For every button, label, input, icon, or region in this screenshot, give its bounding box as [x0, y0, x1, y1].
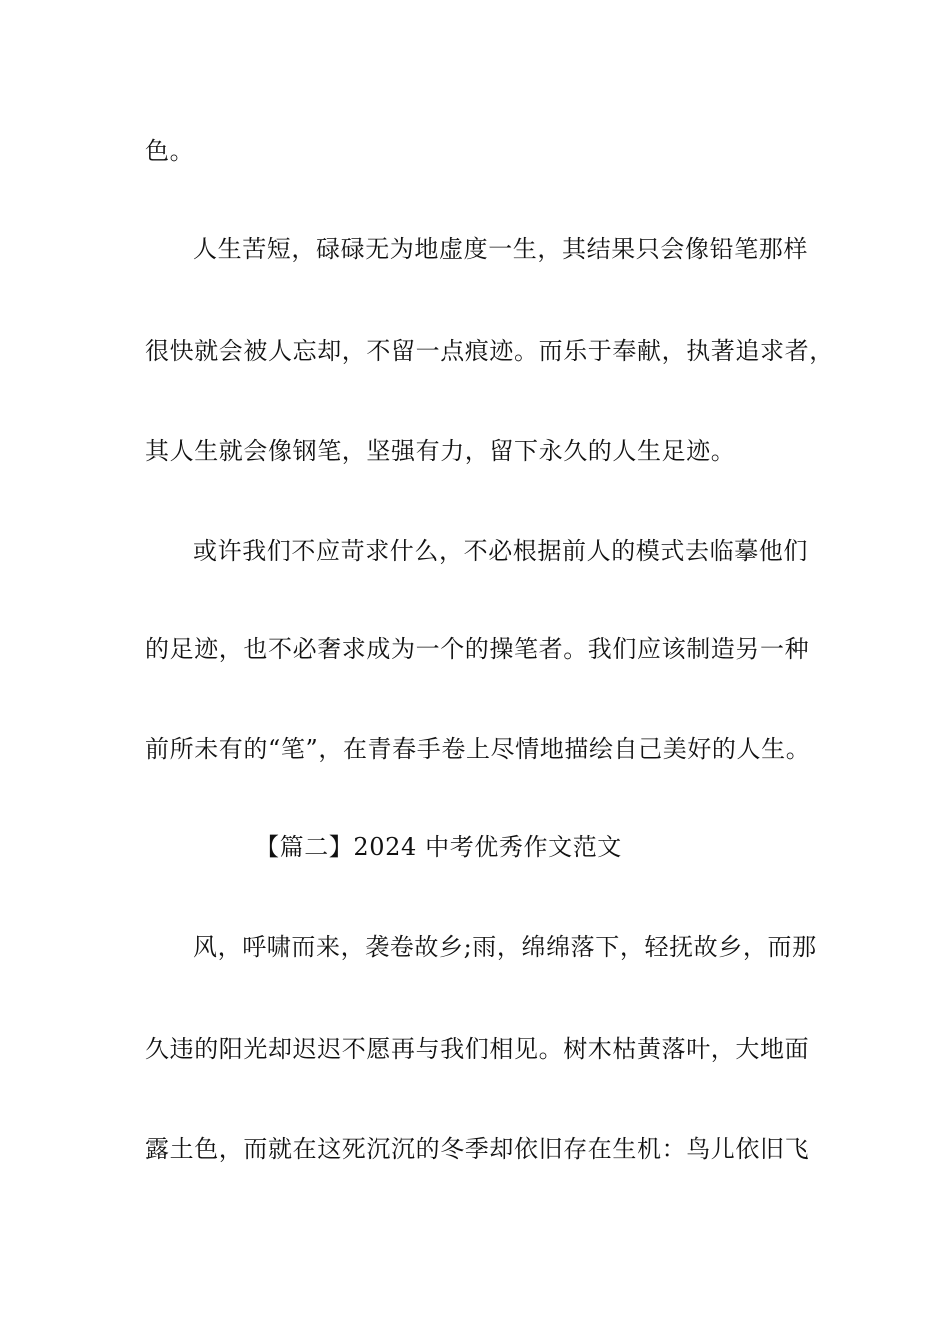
paragraph-line: 人生苦短，碌碌无为地虚度一生，其结果只会像铅笔那样 [193, 235, 808, 263]
section-heading: 【篇二】2024 中考优秀作文范文 [255, 833, 622, 861]
paragraph-line: 或许我们不应苛求什么，不必根据前人的模式去临摹他们 [193, 537, 808, 565]
paragraph-line: 前所未有的“笔”，在青春手卷上尽情地描绘自己美好的人生。 [145, 735, 811, 763]
paragraph-line: 风，呼啸而来，袭卷故乡;雨，绵绵落下，轻抚故乡，而那 [193, 933, 817, 961]
paragraph-line: 久违的阳光却迟迟不愿再与我们相见。树木枯黄落叶，大地面 [145, 1035, 810, 1063]
paragraph-line: 其人生就会像钢笔，坚强有力，留下永久的人生足迹。 [145, 437, 736, 465]
paragraph-line: 露土色，而就在这死沉沉的冬季却依旧存在生机：鸟儿依旧飞 [145, 1135, 810, 1163]
paragraph-line: 的足迹，也不必奢求成为一个的操笔者。我们应该制造另一种 [145, 635, 810, 663]
paragraph-line-continuation: 色。 [145, 137, 195, 165]
paragraph-line: 很快就会被人忘却，不留一点痕迹。而乐于奉献，执著追求者， [145, 337, 834, 365]
